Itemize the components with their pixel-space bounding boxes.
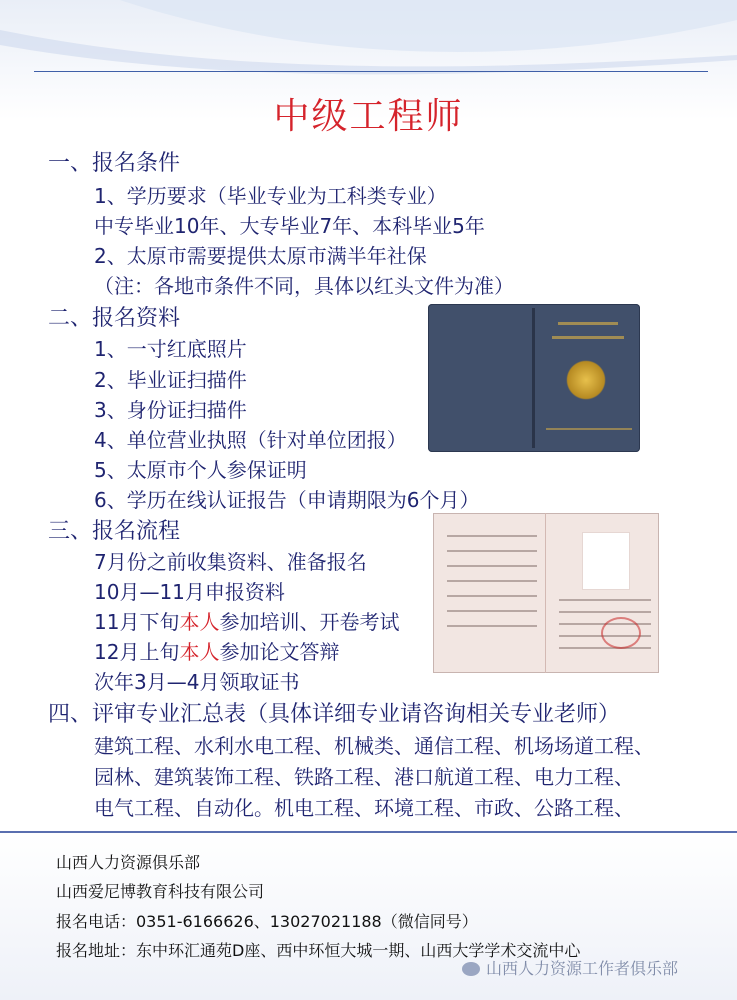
watermark — [462, 956, 678, 979]
national-emblem-icon — [566, 360, 606, 400]
list-item: 5、太原市个人参保证明 — [94, 458, 307, 482]
form-fields — [447, 535, 537, 640]
section-heading-specialties: 四、评审专业汇总表（具体详细专业请咨询相关专业老师） — [48, 702, 621, 727]
list-item — [94, 636, 339, 665]
list-item: 中专毕业10年、大专毕业7年、本科毕业5年 — [94, 214, 485, 238]
list-item: 4、单位营业执照（针对单位团报） — [94, 428, 407, 452]
list-item-text: 11月下旬 — [94, 610, 180, 634]
wechat-icon — [462, 962, 480, 976]
list-item: 2、毕业证扫描件 — [94, 368, 247, 392]
list-item: 建筑工程、水利水电工程、机械类、通信工程、机场场道工程、 — [94, 734, 654, 758]
list-item-text: 参加论文答辩 — [219, 640, 340, 664]
list-item: 1、一寸红底照片 — [94, 337, 247, 361]
header-swoosh — [0, 0, 737, 90]
highlight-text: 本人 — [179, 610, 220, 634]
section-heading-materials: 二、报名资料 — [48, 306, 181, 331]
cover-lettering — [558, 322, 618, 325]
section-heading-conditions: 一、报名条件 — [48, 151, 181, 176]
portrait-placeholder — [583, 533, 629, 589]
list-item: 电气工程、自动化。机电工程、环境工程、市政、公路工程、 — [94, 796, 634, 820]
list-item — [94, 606, 399, 635]
footer-address: 报名地址：东中环汇通苑D座、西中环恒大城一期、山西大学学术交流中心 — [56, 941, 581, 960]
top-divider — [34, 71, 708, 72]
footer-org-name: 山西人力资源俱乐部 — [56, 853, 201, 872]
list-item: 3、身份证扫描件 — [94, 398, 247, 422]
footer-phone: 报名电话：0351-6166626、13027021188（微信同号） — [56, 912, 478, 931]
list-item: 1、学历要求（毕业专业为工科类专业） — [94, 184, 447, 208]
page-fold — [545, 513, 546, 673]
footer-company-name: 山西爱尼博教育科技有限公司 — [56, 882, 265, 901]
list-item: 10月—11月申报资料 — [94, 580, 285, 604]
page-title: 中级工程师 — [273, 96, 464, 137]
seal-icon — [601, 617, 641, 649]
list-item-text: 参加培训、开卷考试 — [219, 610, 400, 634]
section-heading-process: 三、报名流程 — [48, 519, 181, 544]
list-item: 次年3月—4月领取证书 — [94, 670, 300, 694]
certificate-inner-photo — [433, 513, 659, 673]
certificate-cover-photo — [428, 304, 640, 452]
book-spine — [532, 308, 535, 448]
list-item: （注：各地市条件不同，具体以红头文件为准） — [94, 274, 514, 298]
list-item-text: 12月上旬 — [94, 640, 180, 664]
list-item: 7月份之前收集资料、准备报名 — [94, 550, 367, 574]
watermark-text: 山西人力资源工作者俱乐部 — [486, 959, 679, 978]
list-item: 园林、建筑装饰工程、铁路工程、港口航道工程、电力工程、 — [94, 765, 634, 789]
cover-lettering — [546, 428, 632, 430]
highlight-text: 本人 — [179, 640, 220, 664]
list-item: 2、太原市需要提供太原市满半年社保 — [94, 244, 427, 268]
list-item: 6、学历在线认证报告（申请期限为6个月） — [94, 488, 480, 512]
cover-lettering — [552, 336, 624, 339]
